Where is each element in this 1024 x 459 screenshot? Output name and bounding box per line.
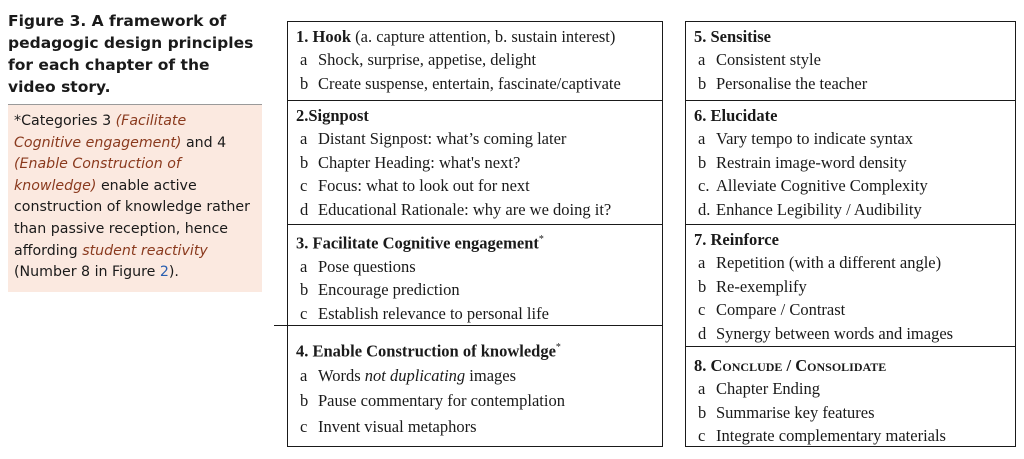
figure-2-link[interactable]: 2 — [159, 264, 169, 281]
section-hook — [288, 22, 662, 101]
principles-box-left — [287, 21, 663, 447]
section-heading: 3. Facilitate Cognitive engagement* — [296, 233, 544, 253]
note-text: ). — [168, 264, 179, 281]
section-heading: 5. Sensitise — [694, 27, 772, 46]
principles-box-right — [685, 21, 1016, 447]
list-item: c Establish relevance to personal life — [300, 303, 549, 323]
list-item: a Pose questions — [300, 256, 416, 276]
list-item: b Encourage prediction — [300, 280, 460, 299]
list-item: b Summarise key features — [698, 402, 875, 422]
section-heading: 4. Enable Construction of knowledge* — [296, 341, 561, 361]
figure-caption-panel — [8, 10, 262, 292]
note-text: enable active construction of knowledge rather than passive reception, hence affording — [14, 177, 250, 259]
section-heading: 1. Hook (a. capture attention, b. sustain interest) — [296, 27, 616, 46]
section-sensitise — [686, 22, 1015, 101]
list-item: a Repetition (with a different angle) — [698, 253, 942, 272]
note-text: and 4 — [181, 134, 227, 151]
section-construction-of-knowledge — [288, 326, 662, 446]
section-cognitive-engagement — [288, 225, 662, 326]
list-item: c Compare / Contrast — [698, 300, 846, 319]
section-signpost — [288, 101, 662, 225]
section-heading: 8. Conclude / Consolidate — [694, 356, 887, 375]
section-heading: 7. Reinforce — [694, 230, 779, 249]
note-student-reactivity: student reactivity — [82, 242, 208, 259]
list-item: a Consistent style — [698, 50, 821, 69]
note-category-4: (Enable Construction of knowledge) — [14, 156, 181, 194]
list-item: c Focus: what to look out for next — [300, 176, 530, 195]
list-item: a Distant Signpost: what’s coming later — [300, 129, 567, 148]
list-item: b Create suspense, entertain, fascinate/captivate — [300, 73, 621, 93]
section-heading: 2.Signpost — [296, 106, 369, 125]
section-conclude — [686, 347, 1015, 446]
figure-note — [8, 105, 262, 292]
list-item: c Invent visual metaphors — [300, 416, 477, 436]
section-reinforce — [686, 225, 1015, 347]
list-item: d. Enhance Legibility / Audibility — [698, 199, 922, 219]
note-text: (Number 8 in Figure — [14, 264, 160, 281]
list-item: c Integrate complementary materials — [698, 426, 946, 445]
list-item: d Educational Rationale: why are we doing it? — [300, 199, 612, 219]
section-elucidate — [686, 101, 1015, 225]
figure-title: Figure 3. A framework of pedagogic design principles for each chapter of the video story. — [8, 10, 262, 105]
list-item: b Re-exemplify — [698, 276, 807, 296]
list-item: b Personalise the teacher — [698, 73, 868, 93]
note-text: *Categories 3 — [14, 113, 116, 129]
divider-tick — [274, 325, 287, 326]
section-heading: 6. Elucidate — [694, 106, 778, 125]
list-item: a Words not duplicating images — [300, 365, 517, 385]
list-item: d Synergy between words and images — [698, 323, 954, 343]
list-item: a Vary tempo to indicate syntax — [698, 129, 914, 148]
list-item: b Pause commentary for contemplation — [300, 391, 565, 410]
list-item: b Chapter Heading: what's next? — [300, 152, 521, 172]
note-category-3: (Facilitate Cognitive engagement) — [14, 113, 187, 151]
list-item: a Shock, surprise, appetise, delight — [300, 50, 537, 69]
list-item: a Chapter Ending — [698, 379, 821, 398]
list-item: c. Alleviate Cognitive Complexity — [698, 176, 928, 195]
list-item: b Restrain image-word density — [698, 152, 907, 172]
